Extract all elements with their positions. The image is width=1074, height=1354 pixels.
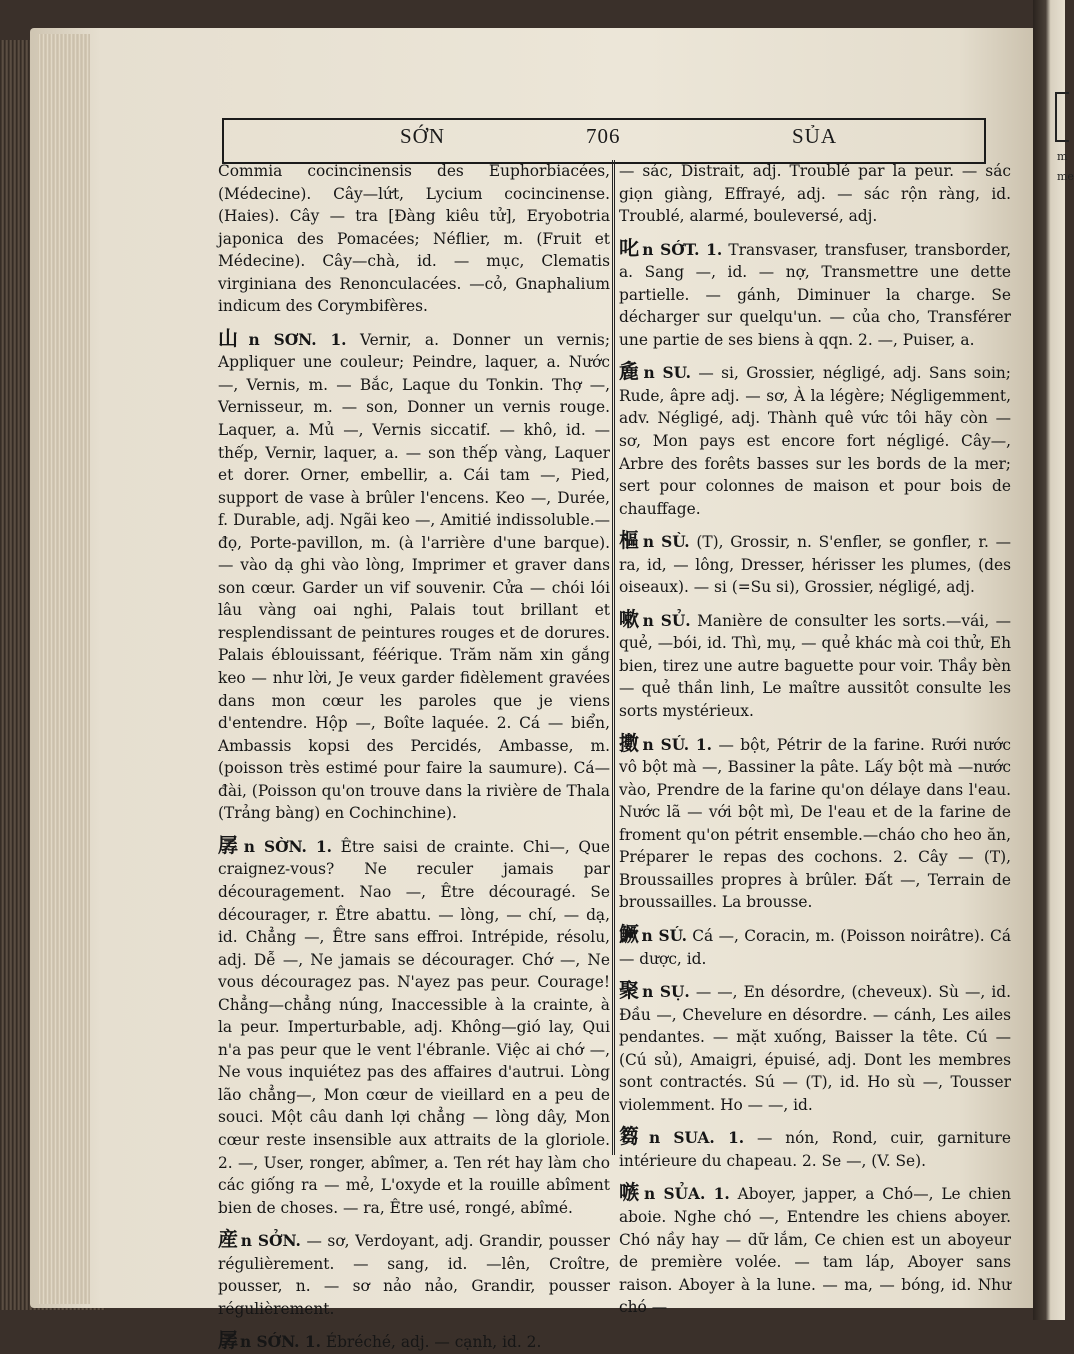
entry-headword: n SỦA. 1.	[643, 1185, 730, 1204]
entry-glyph: 孱	[218, 1328, 238, 1353]
header-left-guide-word: SỚN	[400, 124, 446, 148]
page-number: 706	[586, 124, 621, 148]
entry-definition: — sơ, Verdoyant, adj. Grandir, pousser régulièrement. — sang, id. —lên, Croître, pousser, n. — sơ nảo nảo, Grandir, pousser régulièrement.	[218, 1232, 610, 1318]
dictionary-entry-continuation: Commia cocincinensis des Euphorbiacées, (Médecine). Cây—lứt, Lycium cocincinense. (Haies). Cây — tra [Đàng kiêu tử], Eryobotria japonica des Pomacées; Néflier, m. (Fruit et Médecine). Cây—chà, id. — mục, Clematis virginiana des Renonculacées. —cỏ, Gnaphalium indicum des Corymbifères.	[218, 162, 610, 316]
entry-headword: n SÚ. 1.	[642, 735, 713, 754]
entry-headword: n SU.	[643, 364, 691, 383]
entry-glyph: 樞	[619, 528, 641, 553]
right-column	[619, 160, 1012, 1317]
entry-headword: n SUA. 1.	[648, 1129, 745, 1148]
entry-glyph: 篘	[619, 1124, 647, 1149]
entry-definition: — —, En désordre, (cheveux). Sù —, id. Đầu —, Chevelure en désordre. — cánh, Les ailes pendantes. — mặt xuống, Baisser la tête. Cú —(Cú sủ), Amaigri, épuisé, adj. Dont les membres sont contractés. Sú — (T), id. Ho sù —, Tousser violemment. Ho — —, id.	[619, 983, 1011, 1114]
entry-glyph: 嗾	[619, 1180, 642, 1205]
dictionary-entry	[218, 834, 610, 1219]
entry-definition: Manière de consulter les sorts.—vái, — quẻ, —bói, id. Thì, mụ, — quẻ khác mà coi thử, Eh bien, tirez une autre baguette pour voir. Thầy bèn — quẻ thần linh, Le maître aussitôt consulte les sorts mystérieux.	[619, 611, 1011, 721]
entry-glyph: 鱖	[619, 921, 640, 946]
facing-page-edge	[1033, 0, 1074, 1320]
entry-headword: n SỞN.	[240, 1232, 301, 1251]
entry-definition: Transvaser, transfuser, transborder, a. Sang —, id. — nợ, Transmettre une dette partielle. — gánh, Diminuer la charge. Se décharger sur quelqu'un. — của cho, Transférer une partie de ses biens à qqn. 2. —, Puiser, a.	[619, 240, 1011, 349]
entry-headword: n SÚ.	[641, 926, 687, 945]
dictionary-entry	[619, 732, 1011, 914]
entry-definition: — si, Grossier, négligé, adj. Sans soin; Rude, âpre adj. — sơ, À la légère; Négligemment, adv. Négligé, adj. Thành quê vức tôi hãy còn — sơ, Mon pays est encore fort négligé. Cây—, Arbre des forêts basses sur les bords de la mer; sert pour colonnes de maison et pour bois de chauffage.	[619, 364, 1011, 518]
entry-glyph: 孱	[218, 832, 242, 857]
dictionary-entry	[619, 979, 1011, 1116]
dictionary-entry	[619, 1181, 1011, 1318]
dictionary-entry	[619, 529, 1011, 599]
entry-definition: Cá —, Coracin, m. (Poisson noirâtre). Cá — dược, id.	[619, 926, 1011, 968]
entry-definition: Aboyer, japper, a Chó—, Le chien aboie. Nghe chó —, Entendre les chiens aboyer. Chó nầy hay — dữ lắm, Ce chien est un aboyeur de première volée. — tam láp, Aboyer sans raison. Aboyer à la lune. — ma, — bóng, id. Như chó —	[619, 1185, 1011, 1317]
dictionary-entry	[619, 360, 1011, 520]
entry-definition: Ébréché, adj. — cạnh, id. 2.	[325, 1333, 542, 1352]
entry-definition: — nón, Rond, cuir, garniture intérieure du chapeau. 2. Se —, (V. Se).	[619, 1129, 1011, 1170]
entry-headword: n SƠN. 1.	[248, 330, 347, 349]
entry-headword: n SỚT. 1.	[642, 240, 723, 259]
entry-glyph: 擻	[619, 730, 641, 755]
running-header	[222, 118, 986, 164]
dictionary-entry	[218, 1228, 610, 1320]
dictionary-entry	[619, 608, 1011, 723]
entry-definition: Être saisi de crainte. Chi—, Que craignez-vous? Ne reculer jamais par découragement. Nao —, Être découragé. Se décourager, r. Être abattu. — lòng, — chí, — dạ, id. Chẳng —, Être sans effroi. Intrépide, résolu, adj. Dễ —, Ne jamais se décourager. Chớ —, Ne vous découragez pas. N'ayez pas peur. Courage! Chẳng—chẳng núng, Inaccessible à la crainte, à la peur. Imperturbable, adj. Không—gió lay, Qui n'a pas peur que le vent l'ébranle. Việc ai chớ —, Ne vous inquiétez pas des affaires d'autrui. Lòng lão chẳng—, Mon cœur de vieillard en a peu de souci. Một câu danh lợi chẳng — lòng dây, Mon cœur reste insensible aux attraits de la gloriole. 2. —, User, ronger, abîmer, a. Ten rét hay làm cho các giống ra — mẻ, L'oxyde et la rouille abîment bien de choses. — ra, Être usé, rongé, abîmé.	[218, 837, 610, 1217]
entry-headword: n SỤ.	[642, 983, 690, 1002]
dictionary-entry	[619, 1125, 1011, 1172]
dictionary-entry	[218, 1329, 610, 1354]
entry-headword: n SÙ.	[642, 533, 690, 552]
entry-definition: — bột, Pétrir de la farine. Rưới nước vô bột mà —, Bassiner la pâte. Lấy bột mà —nước vào, Prendre de la farine qu'on délaye dans l'eau. Nước lã — với bột mì, De l'eau et de la farine de froment qu'on pétrit ensemble.—cháo cho heo ăn, Préparer le repas des cochons. 2. Cây — (T), Broussailles propres à brûler. Đất —, Terrain de broussailles. La brousse.	[619, 735, 1011, 912]
dictionary-entry	[619, 923, 1011, 970]
dictionary-entry	[218, 327, 610, 825]
entry-glyph: 嗽	[619, 606, 641, 631]
facing-page-text-fragment: m	[1057, 150, 1068, 163]
entry-glyph: 山	[218, 325, 247, 350]
page-stack-edge	[38, 34, 90, 1304]
entry-headword: n SỦ.	[642, 611, 691, 630]
entry-glyph: 叱	[619, 235, 641, 260]
entry-definition: (T), Grossir, n. S'enfler, se gonfler, r. — ra, id, — lông, Dresser, hérisser les plumes, (des oiseaux). — si (=Su si), Grossier, négligé, adj.	[619, 533, 1012, 597]
entry-glyph: 聚	[619, 978, 641, 1003]
entry-glyph: 産	[218, 1227, 239, 1252]
dictionary-entry-continuation: — sác, Distrait, adj. Troublé par la peur. — sác giọn giàng, Effrayé, adj. — sác rộn ràng, id. Troublé, alarmé, bouleversé, adj.	[619, 162, 1011, 226]
left-column	[218, 160, 611, 1353]
header-right-guide-word: SỦA	[792, 124, 838, 148]
column-divider	[612, 160, 615, 1155]
facing-page-text-fragment: me	[1057, 170, 1074, 183]
entry-headword: n SỚN. 1.	[240, 1333, 321, 1352]
entry-definition: Vernir, a. Donner un vernis; Appliquer une couleur; Peindre, laquer, a. Nước —, Vernis, m. — Bắc, Laque du Tonkin. Thợ —, Vernisseur, m. — son, Donner un vernis rouge. Laquer, a. Mủ —, Vernis siccatif. — khô, id. — thếp, Vernir, laquer, a. — son thếp vàng, Laquer et dorer. Orner, embellir, a. Cái tam —, Pied, support de vase à brûler l'encens. Keo —, Durée, f. Durable, adj. Ngãi keo —, Amitié indissoluble.—đọ, Porte-pavillon, m. (à l'arrière d'une barque). — vào dạ ghi vào lòng, Imprimer et graver dans son cœur. Garder un vif souvenir. Cửa — chói lói lâu vàng oai nghi, Palais tout brillant et resplendissant de peintures rouges et de dorures. Palais éblouissant, féérique. Trăm năm xin gắng keo — như lời, Je veux garder fidèlement gravées dans mon cœur les paroles que je viens d'entendre. Hộp —, Boîte laquée. 2. Cá — biển, Ambassis kopsi des Percidés, Ambasse, m. (poisson très estimé pour faire la saumure). Cá—đài, (Poisson qu'on trouve dans la rivière de Thala (Trảng bàng) en Cochinchine).	[218, 330, 611, 823]
entry-headword: n SỜN. 1.	[243, 837, 333, 856]
entry-glyph: 麁	[619, 359, 642, 384]
facing-page-header-fragment	[1055, 92, 1069, 142]
dictionary-entry	[619, 237, 1011, 352]
